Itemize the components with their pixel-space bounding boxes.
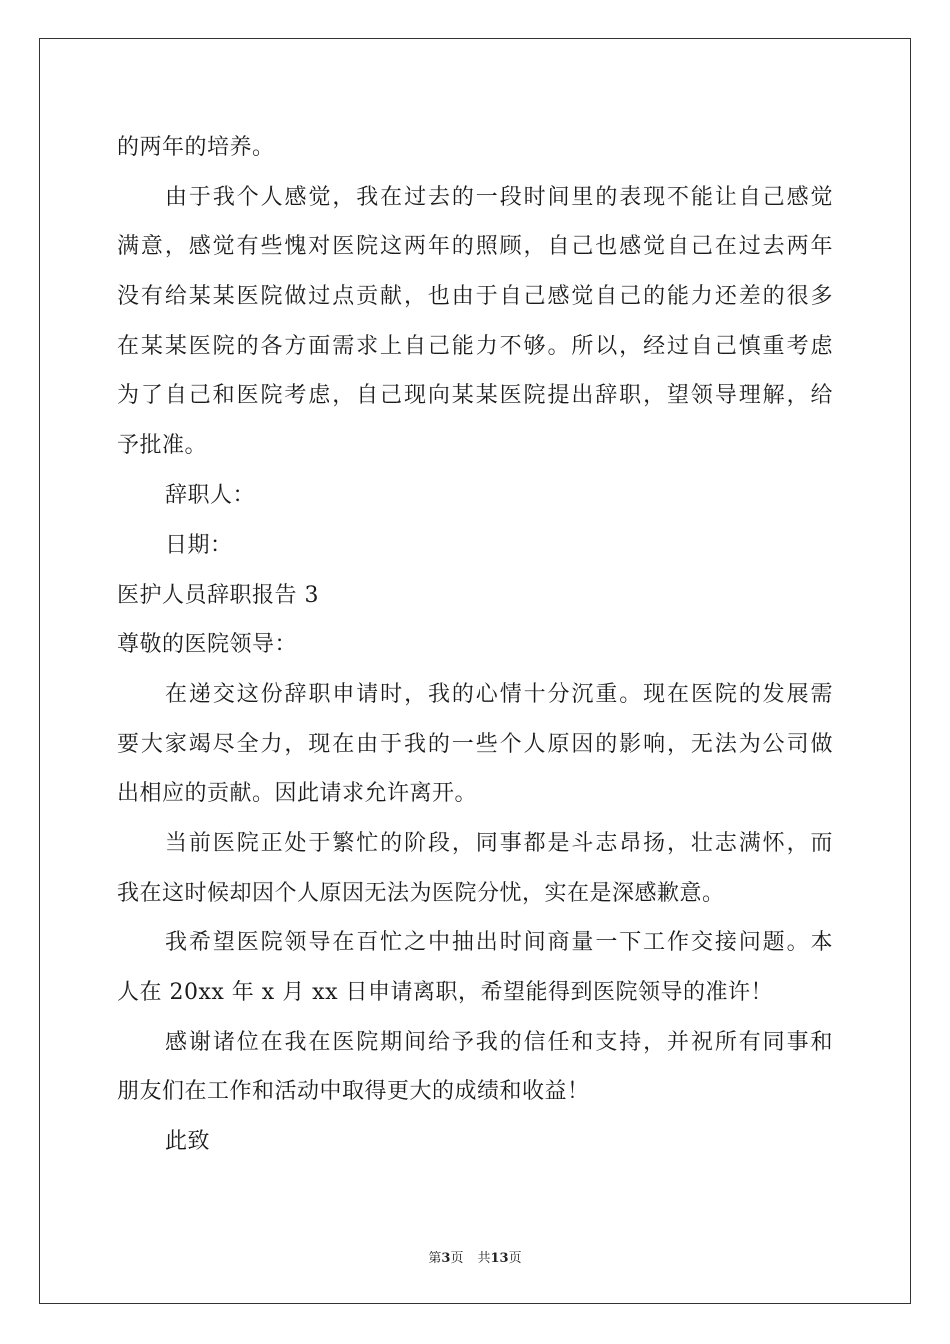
closing-line: 此致: [165, 1129, 211, 1154]
paragraph-line: 没有给某某医院做过点贡献，也由于自己感觉自己的能力还差的很多: [117, 284, 833, 309]
salutation: 尊敬的医院领导：: [117, 632, 298, 657]
signer-label: 辞职人：: [165, 483, 256, 508]
total-label-post: 页: [508, 1251, 522, 1266]
paragraph-line: 要大家竭尽全力，现在由于我的一些个人原因的影响，无法为公司做: [117, 732, 833, 757]
paragraph-line: 出相应的贡献。因此请求允许离开。: [117, 781, 478, 806]
paragraph-line: 在递交这份辞职申请时，我的心情十分沉重。现在医院的发展需: [165, 682, 833, 707]
paragraph-line: 当前医院正处于繁忙的阶段，同事都是斗志昂扬，壮志满怀，而: [165, 831, 833, 856]
paragraph-line: 朋友们在工作和活动中取得更大的成绩和收益！: [117, 1079, 590, 1104]
paragraph-line: 为了自己和医院考虑，自己现向某某医院提出辞职，望领导理解，给: [117, 383, 833, 408]
paragraph-line: 我在这时候却因个人原因无法为医院分忧，实在是深感歉意。: [117, 881, 725, 906]
paragraph-line: 在某某医院的各方面需求上自己能力不够。所以，经过自己慎重考虑: [117, 334, 833, 359]
page-label-post: 页: [450, 1251, 464, 1266]
page-current: 3: [441, 1251, 451, 1266]
paragraph-line: 感谢诸位在我在医院期间给予我的信任和支持，并祝所有同事和: [165, 1030, 833, 1055]
total-label-pre: 共: [477, 1251, 491, 1266]
paragraph-line: 予批准。: [117, 433, 208, 458]
paragraph-line: 人在 20xx 年 x 月 xx 日申请离职，希望能得到医院领导的准许！: [117, 980, 773, 1005]
page-label-pre: 第: [428, 1251, 442, 1266]
page-border: [39, 38, 911, 1304]
paragraph-line: 由于我个人感觉，我在过去的一段时间里的表现不能让自己感觉: [165, 185, 833, 210]
date-label: 日期：: [165, 533, 233, 558]
page-footer: [0, 1247, 950, 1266]
paragraph-line: 我希望医院领导在百忙之中抽出时间商量一下工作交接问题。本: [165, 930, 833, 955]
page-total: 13: [490, 1251, 509, 1266]
section-title: 医护人员辞职报告 3: [117, 583, 319, 608]
paragraph-line: 的两年的培养。: [117, 135, 275, 160]
paragraph-line: 满意，感觉有些愧对医院这两年的照顾，自己也感觉自己在过去两年: [117, 234, 833, 259]
